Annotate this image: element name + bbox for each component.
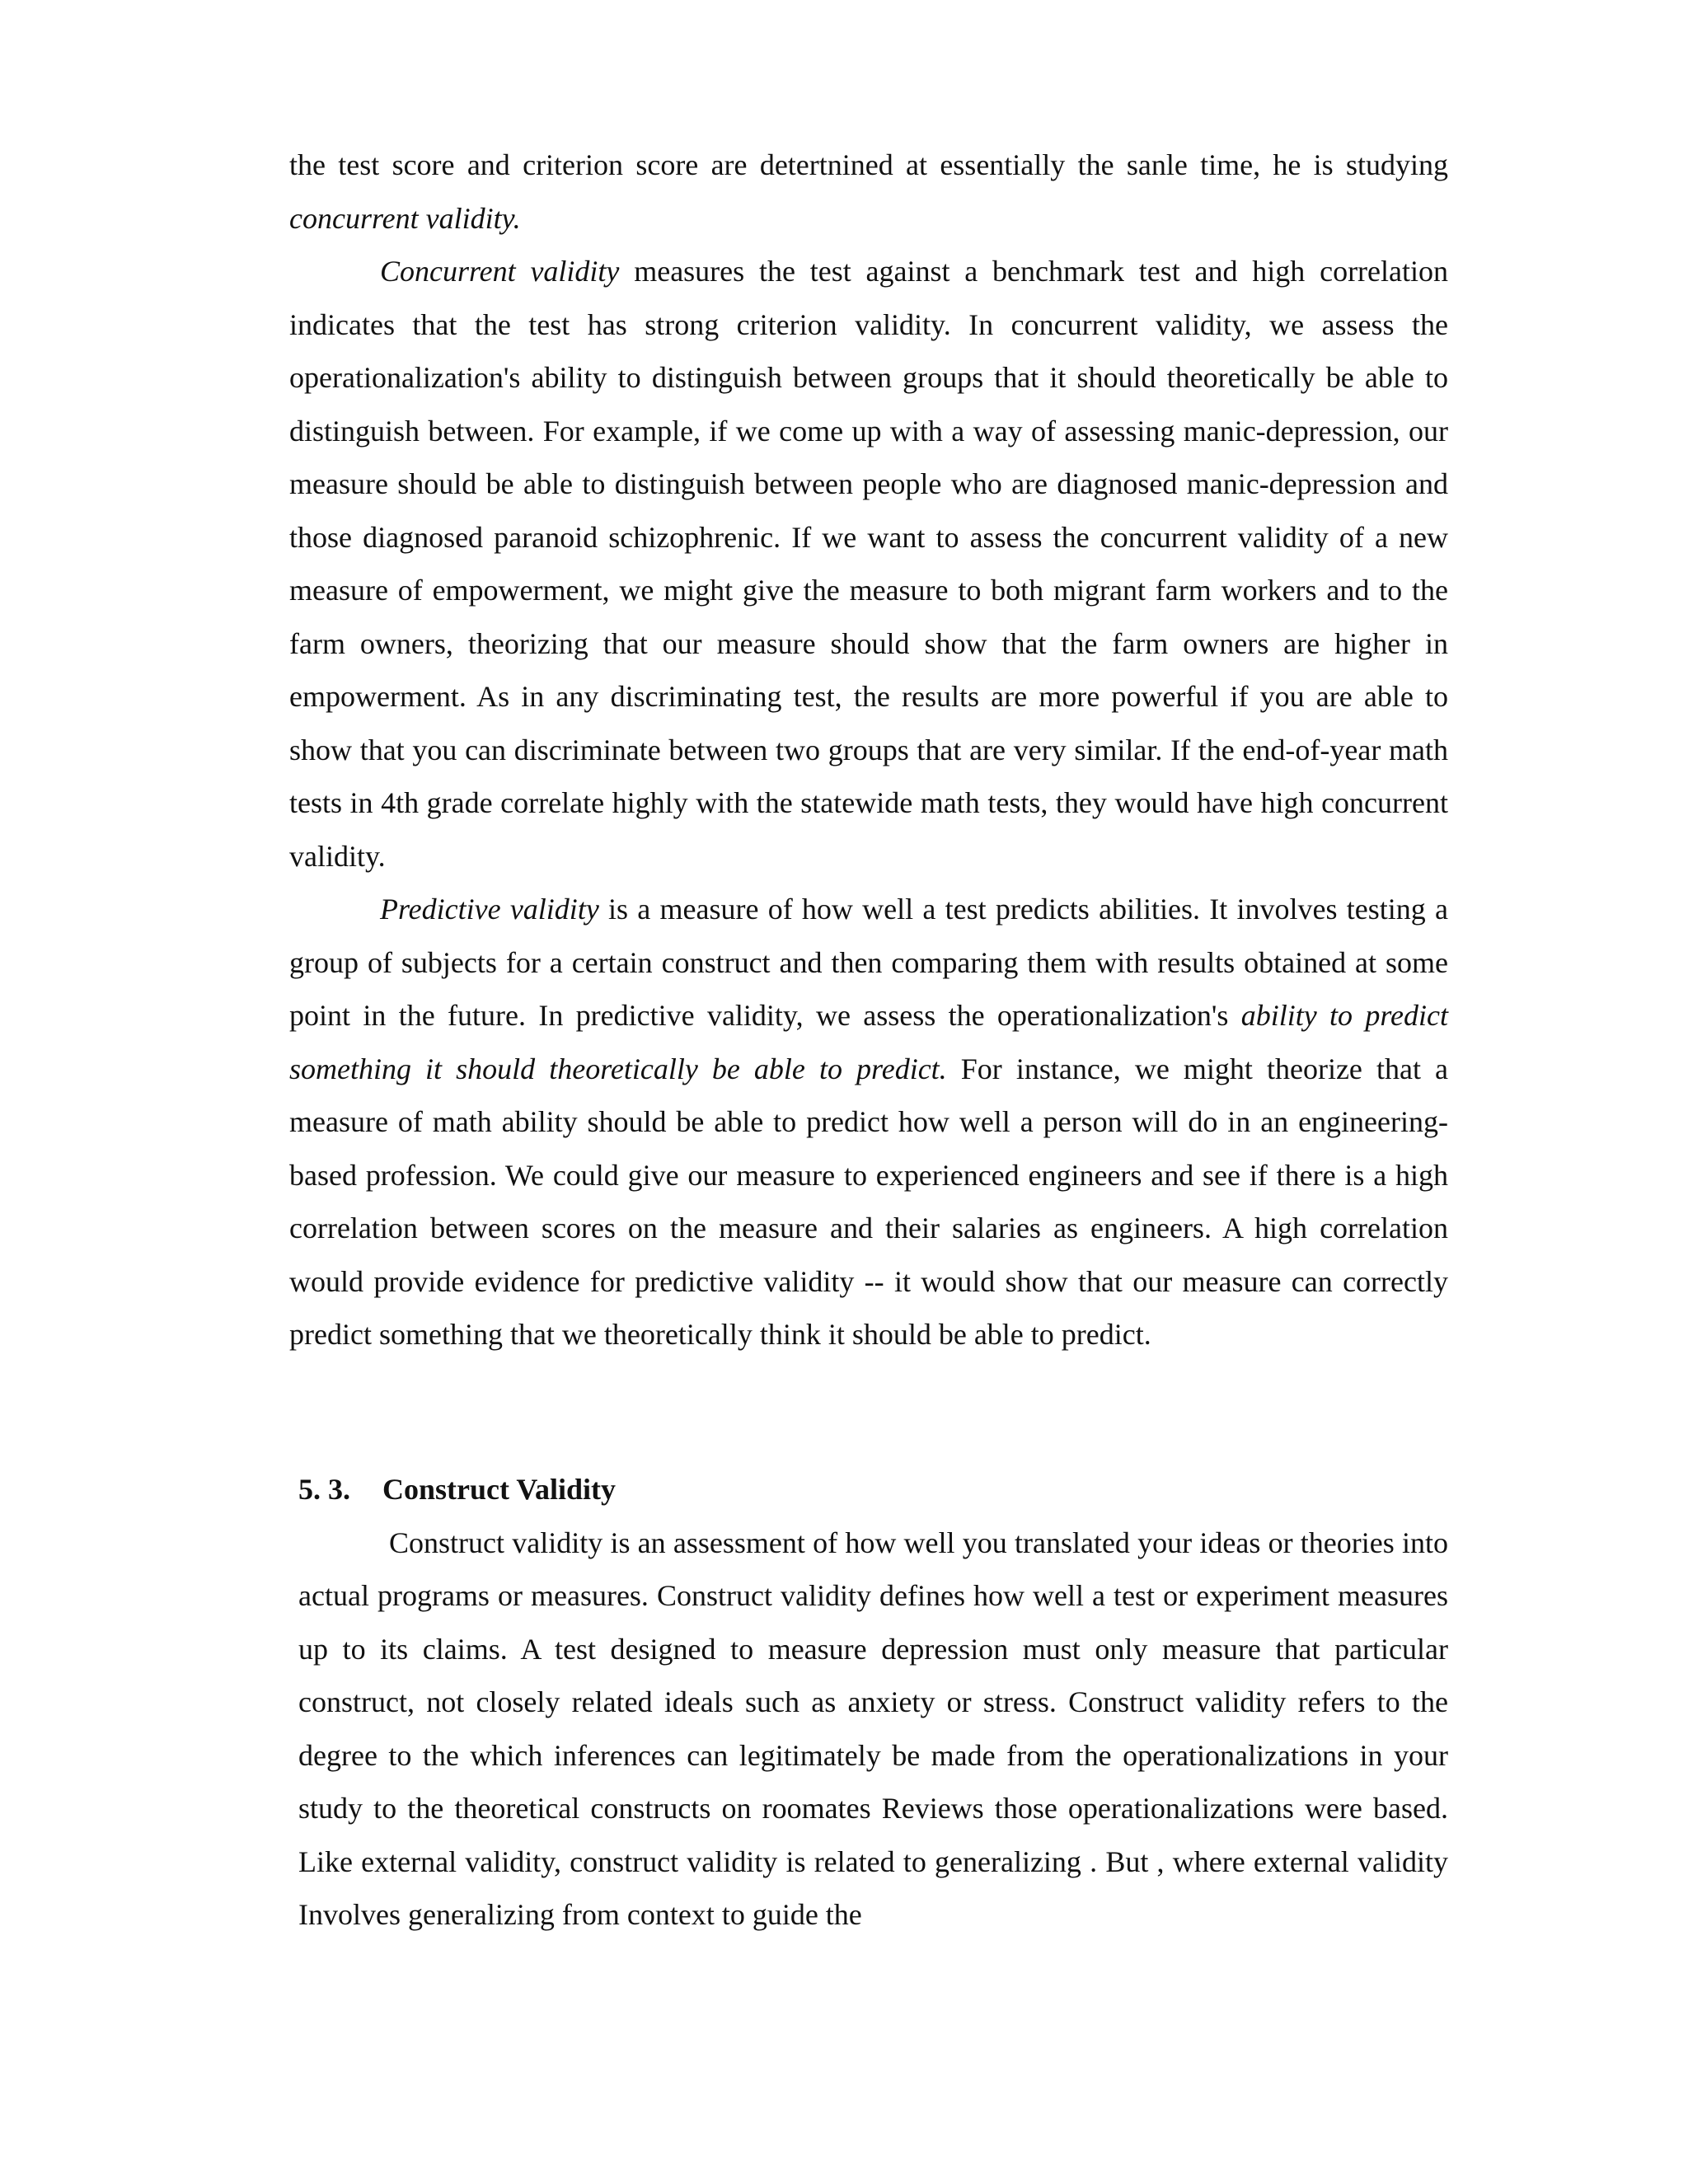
italic-term: concurrent validity. (289, 201, 521, 235)
italic-phrase: ability to predict something it should theoretically be able to predict. (289, 999, 1449, 1085)
section-title: Construct Validity (382, 1473, 617, 1506)
paragraph-text: Construct validity is an assessment of how well you translated your ideas or theories into actual programs or measures. Construct validity defines how well a test or experiment measures up to its claims. A test designed to measure depression must only measure that particular construct, not closely related ideals such as anxiety or stress. Construct validity refers to the degree to the which inferences can legitimately be made from the operationalizations in your study to the theoretical constructs on roomates Reviews those operationalizations were based. Like external validity, construct validity is related to generalizing . But , where external validity Involves generalizing from context to guide the (298, 1526, 1448, 1931)
paragraph-text: is a measure of how well a test predicts abilities. It involves testing a group of subjects for a certain construct and then comparing them with results obtained at some point in the future. In predictive validity, we assess the operationalization's (289, 893, 1448, 1032)
paragraph-text: the test score and criterion score are detertnined at essentially the sanle time, he is studying (289, 148, 1448, 181)
body-text-section (289, 138, 1448, 1361)
paragraph-concurrent-validity (289, 245, 1448, 883)
section-number: 5. 3. (298, 1473, 350, 1506)
paragraph-construct-validity (298, 1516, 1448, 1942)
body-text-section (298, 1516, 1448, 1942)
paragraph-criterion-continued (289, 138, 1448, 245)
italic-term: Concurrent validity (380, 255, 620, 288)
italic-term: Predictive validity (380, 893, 599, 926)
paragraph-predictive-validity (289, 883, 1448, 1361)
paragraph-text: measures the test against a benchmark test and high correlation indicates that the test has strong criterion validity. In concurrent validity, we assess the operationalization's ability to distinguish between groups that it should theoretically be able to distinguish between. For example, if we come up with a way of assessing manic-depression, our measure should be able to distinguish between people who are diagnosed manic-depression and those diagnosed paranoid schizophrenic. If we want to assess the concurrent validity of a new measure of empowerment, we might give the measure to both migrant farm workers and to the farm owners, theorizing that our measure should show that the farm owners are higher in empowerment. As in any discriminating test, the results are more powerful if you are able to show that you can discriminate between two groups that are very similar. If the end-of-year math tests in 4th grade correlate highly with the statewide math tests, they would have high concurrent validity. (289, 255, 1449, 873)
section-heading (298, 1463, 616, 1516)
paragraph-text: For instance, we might theorize that a measure of math ability should be able to predict how well a person will do in an engineering-based profession. We could give our measure to experienced engineers and see if there is a high correlation between scores on the measure and their salaries as engineers. A high correlation would provide evidence for predictive validity -- it would show that our measure can correctly predict something that we theoretically think it should be able to predict. (289, 1052, 1448, 1351)
